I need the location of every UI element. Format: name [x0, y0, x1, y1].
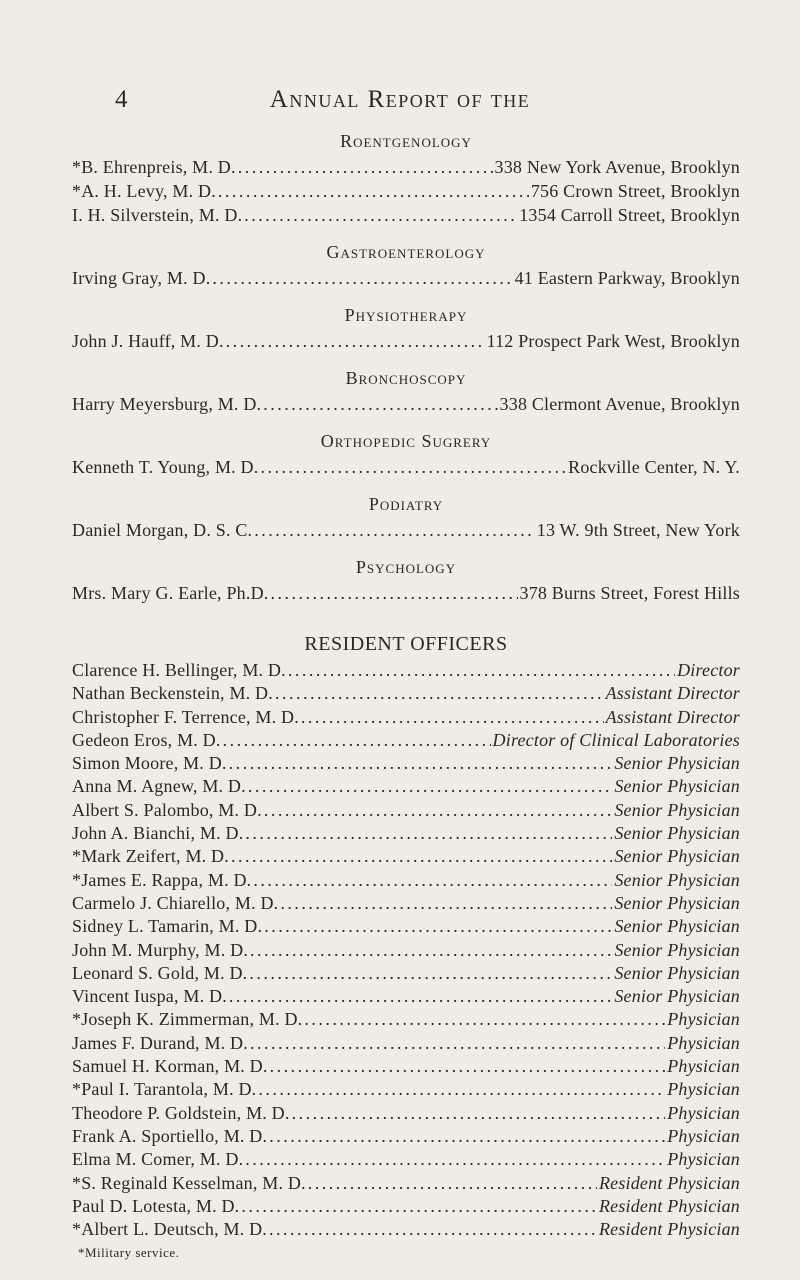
entry-value: Director [677, 660, 740, 680]
section-heading: Gastroenterology [326, 242, 486, 262]
entry-name: Paul D. Lotesta, M. D. [72, 1195, 240, 1216]
staff-entry [72, 203, 740, 227]
section-gap [72, 353, 740, 365]
entry-value: 13 W. 9th Street, New York [536, 520, 740, 540]
entry-value: 1354 Carroll Street, Brooklyn [519, 205, 740, 225]
entry-value: Physician [667, 1102, 740, 1123]
dot-leader [245, 1148, 665, 1171]
entry-value: Senior Physician [614, 916, 740, 937]
entry-name: *James E. Rappa, M. D. [72, 869, 252, 890]
section-heading: Bronchoscopy [345, 368, 467, 388]
entry-name: Elma M. Comer, M. D. [72, 1149, 244, 1170]
dot-leader [248, 775, 612, 798]
entry-name: *Joseph K. Zimmerman, M. D. [72, 1009, 303, 1030]
entry-name: Daniel Morgan, D. S. C. [72, 520, 253, 540]
entry-value: Senior Physician [614, 939, 740, 960]
entry-value: Resident Physician [598, 1172, 740, 1193]
entry-value: 41 Eastern Parkway, Brooklyn [514, 268, 740, 288]
entry-name: Carmelo J. Chiarello, M. D. [72, 892, 279, 913]
entry-name: I. H. Silverstein, M. D. [72, 205, 243, 225]
section-heading: Orthopedic Sugrery [320, 431, 492, 451]
entry-value: Senior Physician [614, 799, 740, 820]
dot-leader [231, 845, 612, 868]
entry-name: *Mark Zeifert, M. D. [72, 846, 229, 867]
dot-leader [245, 822, 612, 845]
section-heading: Roentgenology [340, 131, 472, 151]
dot-leader [258, 1078, 665, 1101]
dot-leader [304, 1008, 665, 1031]
entry-value: Senior Physician [614, 753, 740, 774]
resident-officers-heading: RESIDENT OFFICERS [304, 633, 508, 655]
officer-entry [72, 939, 740, 962]
officer-entry [72, 869, 740, 892]
entry-name: Christopher F. Terrence, M. D. [72, 706, 299, 727]
officer-entry [72, 1008, 740, 1031]
entry-value: Physician [667, 1149, 740, 1170]
specialty-sections [72, 128, 740, 605]
entry-value: Resident Physician [598, 1195, 740, 1216]
section-gap [72, 416, 740, 428]
dot-leader [260, 455, 566, 479]
section-gap [72, 227, 740, 239]
entry-name: Irving Gray, M. D. [72, 268, 211, 288]
entry-value: Physician [667, 1009, 740, 1030]
entry-name: *B. Ehrenpreis, M. D. [72, 157, 236, 177]
dot-leader [308, 1172, 597, 1195]
officer-entry [72, 1125, 740, 1148]
officer-entry [72, 1032, 740, 1055]
dot-leader [250, 939, 612, 962]
dot-leader [241, 1195, 597, 1218]
entry-name: John M. Murphy, M. D. [72, 939, 249, 960]
dot-leader [263, 392, 497, 416]
resident-officers-list [72, 659, 740, 1241]
entry-value: 112 Prospect Park West, Brooklyn [486, 331, 740, 351]
officer-entry [72, 1172, 740, 1195]
section-gap [72, 542, 740, 554]
dot-leader [301, 706, 604, 729]
entry-value: Assistant Director [605, 683, 740, 704]
dot-leader [280, 892, 612, 915]
officer-entry [72, 1078, 740, 1101]
officer-entry [72, 892, 740, 915]
entry-value: 338 Clermont Avenue, Brooklyn [499, 394, 740, 414]
entry-value: Physician [667, 1125, 740, 1146]
entry-name: *S. Reginald Kesselman, M. D. [72, 1172, 306, 1193]
entry-value: 756 Crown Street, Brooklyn [530, 181, 740, 201]
dot-leader [218, 179, 529, 203]
entry-value: Physician [667, 1056, 740, 1077]
entry-name: Simon Moore, M. D. [72, 753, 227, 774]
staff-entry [72, 155, 740, 179]
dot-leader [264, 799, 613, 822]
entry-value: Director of Clinical Laboratories [492, 729, 740, 750]
dot-leader [229, 752, 613, 775]
entry-value: Senior Physician [614, 846, 740, 867]
entry-name: Vincent Iuspa, M. D. [72, 986, 227, 1007]
entry-name: John A. Bianchi, M. D. [72, 823, 244, 844]
dot-leader [253, 869, 612, 892]
section-heading: Podiatry [368, 494, 444, 514]
entry-value: Senior Physician [614, 892, 740, 913]
entry-name: Mrs. Mary G. Earle, Ph.D. [72, 583, 269, 603]
entry-name: John J. Hauff, M. D. [72, 331, 224, 351]
entry-name: Albert S. Palombo, M. D. [72, 799, 262, 820]
page-number: 4 [115, 86, 128, 113]
entry-value: Physician [667, 1032, 740, 1053]
dot-leader [269, 1218, 597, 1241]
officer-entry [72, 1102, 740, 1125]
dot-leader [238, 155, 493, 179]
officer-entry [72, 915, 740, 938]
officer-entry [72, 729, 740, 752]
entry-name: Kenneth T. Young, M. D. [72, 457, 259, 477]
entry-value: Senior Physician [614, 962, 740, 983]
officer-entry [72, 1148, 740, 1171]
entry-name: Nathan Beckenstein, M. D. [72, 683, 273, 704]
entry-name: Leonard S. Gold, M. D. [72, 962, 248, 983]
officer-entry [72, 752, 740, 775]
section-gap [72, 290, 740, 302]
officer-entry [72, 706, 740, 729]
entry-value: Physician [667, 1079, 740, 1100]
entry-value: Senior Physician [614, 869, 740, 890]
staff-entry [72, 266, 740, 290]
entry-value: Rockville Center, N. Y. [568, 457, 740, 477]
dot-leader [249, 962, 612, 985]
entry-value: Assistant Director [605, 706, 740, 727]
entry-value: Senior Physician [614, 776, 740, 797]
dot-leader [292, 1102, 666, 1125]
entry-name: Theodore P. Goldstein, M. D. [72, 1102, 290, 1123]
section-heading: Physiotherapy [344, 305, 468, 325]
officer-entry [72, 1055, 740, 1078]
entry-name: James F. Durand, M. D. [72, 1032, 248, 1053]
entry-value: 378 Burns Street, Forest Hills [519, 583, 740, 603]
officer-entry [72, 985, 740, 1008]
staff-entry [72, 581, 740, 605]
section-gap [72, 479, 740, 491]
entry-value: 338 New York Avenue, Brooklyn [494, 157, 740, 177]
entry-name: Clarence H. Bellinger, M. D. [72, 660, 286, 680]
staff-entry [72, 329, 740, 353]
entry-name: Harry Meyersburg, M. D. [72, 394, 262, 414]
section-heading: Psychology [355, 557, 457, 577]
entry-name: Gedeon Eros, M. D. [72, 729, 221, 750]
dot-leader [212, 266, 512, 290]
staff-entry [72, 518, 740, 542]
dot-leader [223, 729, 491, 752]
entry-value: Senior Physician [614, 986, 740, 1007]
dot-leader [288, 659, 675, 682]
officer-entry [72, 1218, 740, 1241]
dot-leader [226, 329, 485, 353]
dot-leader [270, 1055, 666, 1078]
dot-leader [264, 915, 612, 938]
staff-entry [72, 455, 740, 479]
footnote: *Military service. [78, 1245, 180, 1261]
entry-name: Samuel H. Korman, M. D. [72, 1056, 268, 1077]
running-title: Annual Report of the [269, 86, 531, 113]
dot-leader [275, 682, 604, 705]
entry-value: Senior Physician [614, 823, 740, 844]
dot-leader [250, 1032, 665, 1055]
officer-entry [72, 682, 740, 705]
page-header [0, 86, 800, 116]
dot-leader [269, 1125, 665, 1148]
entry-name: Sidney L. Tamarin, M. D. [72, 916, 263, 937]
entry-name: *A. H. Levy, M. D. [72, 181, 216, 201]
officer-entry [72, 775, 740, 798]
officer-entry [72, 822, 740, 845]
staff-entry [72, 179, 740, 203]
officer-entry [72, 1195, 740, 1218]
officer-entry [72, 845, 740, 868]
dot-leader [229, 985, 612, 1008]
dot-leader [254, 518, 535, 542]
staff-entry [72, 392, 740, 416]
officer-entry [72, 659, 740, 682]
dot-leader [270, 581, 517, 605]
entry-value: Resident Physician [598, 1219, 740, 1240]
page-content [72, 128, 740, 1261]
entry-name: *Albert L. Deutsch, M. D. [72, 1219, 267, 1240]
entry-name: Frank A. Sportiello, M. D. [72, 1125, 268, 1146]
entry-name: *Paul I. Tarantola, M. D. [72, 1079, 257, 1100]
entry-name: Anna M. Agnew, M. D. [72, 776, 246, 797]
officer-entry [72, 799, 740, 822]
dot-leader [244, 203, 517, 227]
officer-entry [72, 962, 740, 985]
